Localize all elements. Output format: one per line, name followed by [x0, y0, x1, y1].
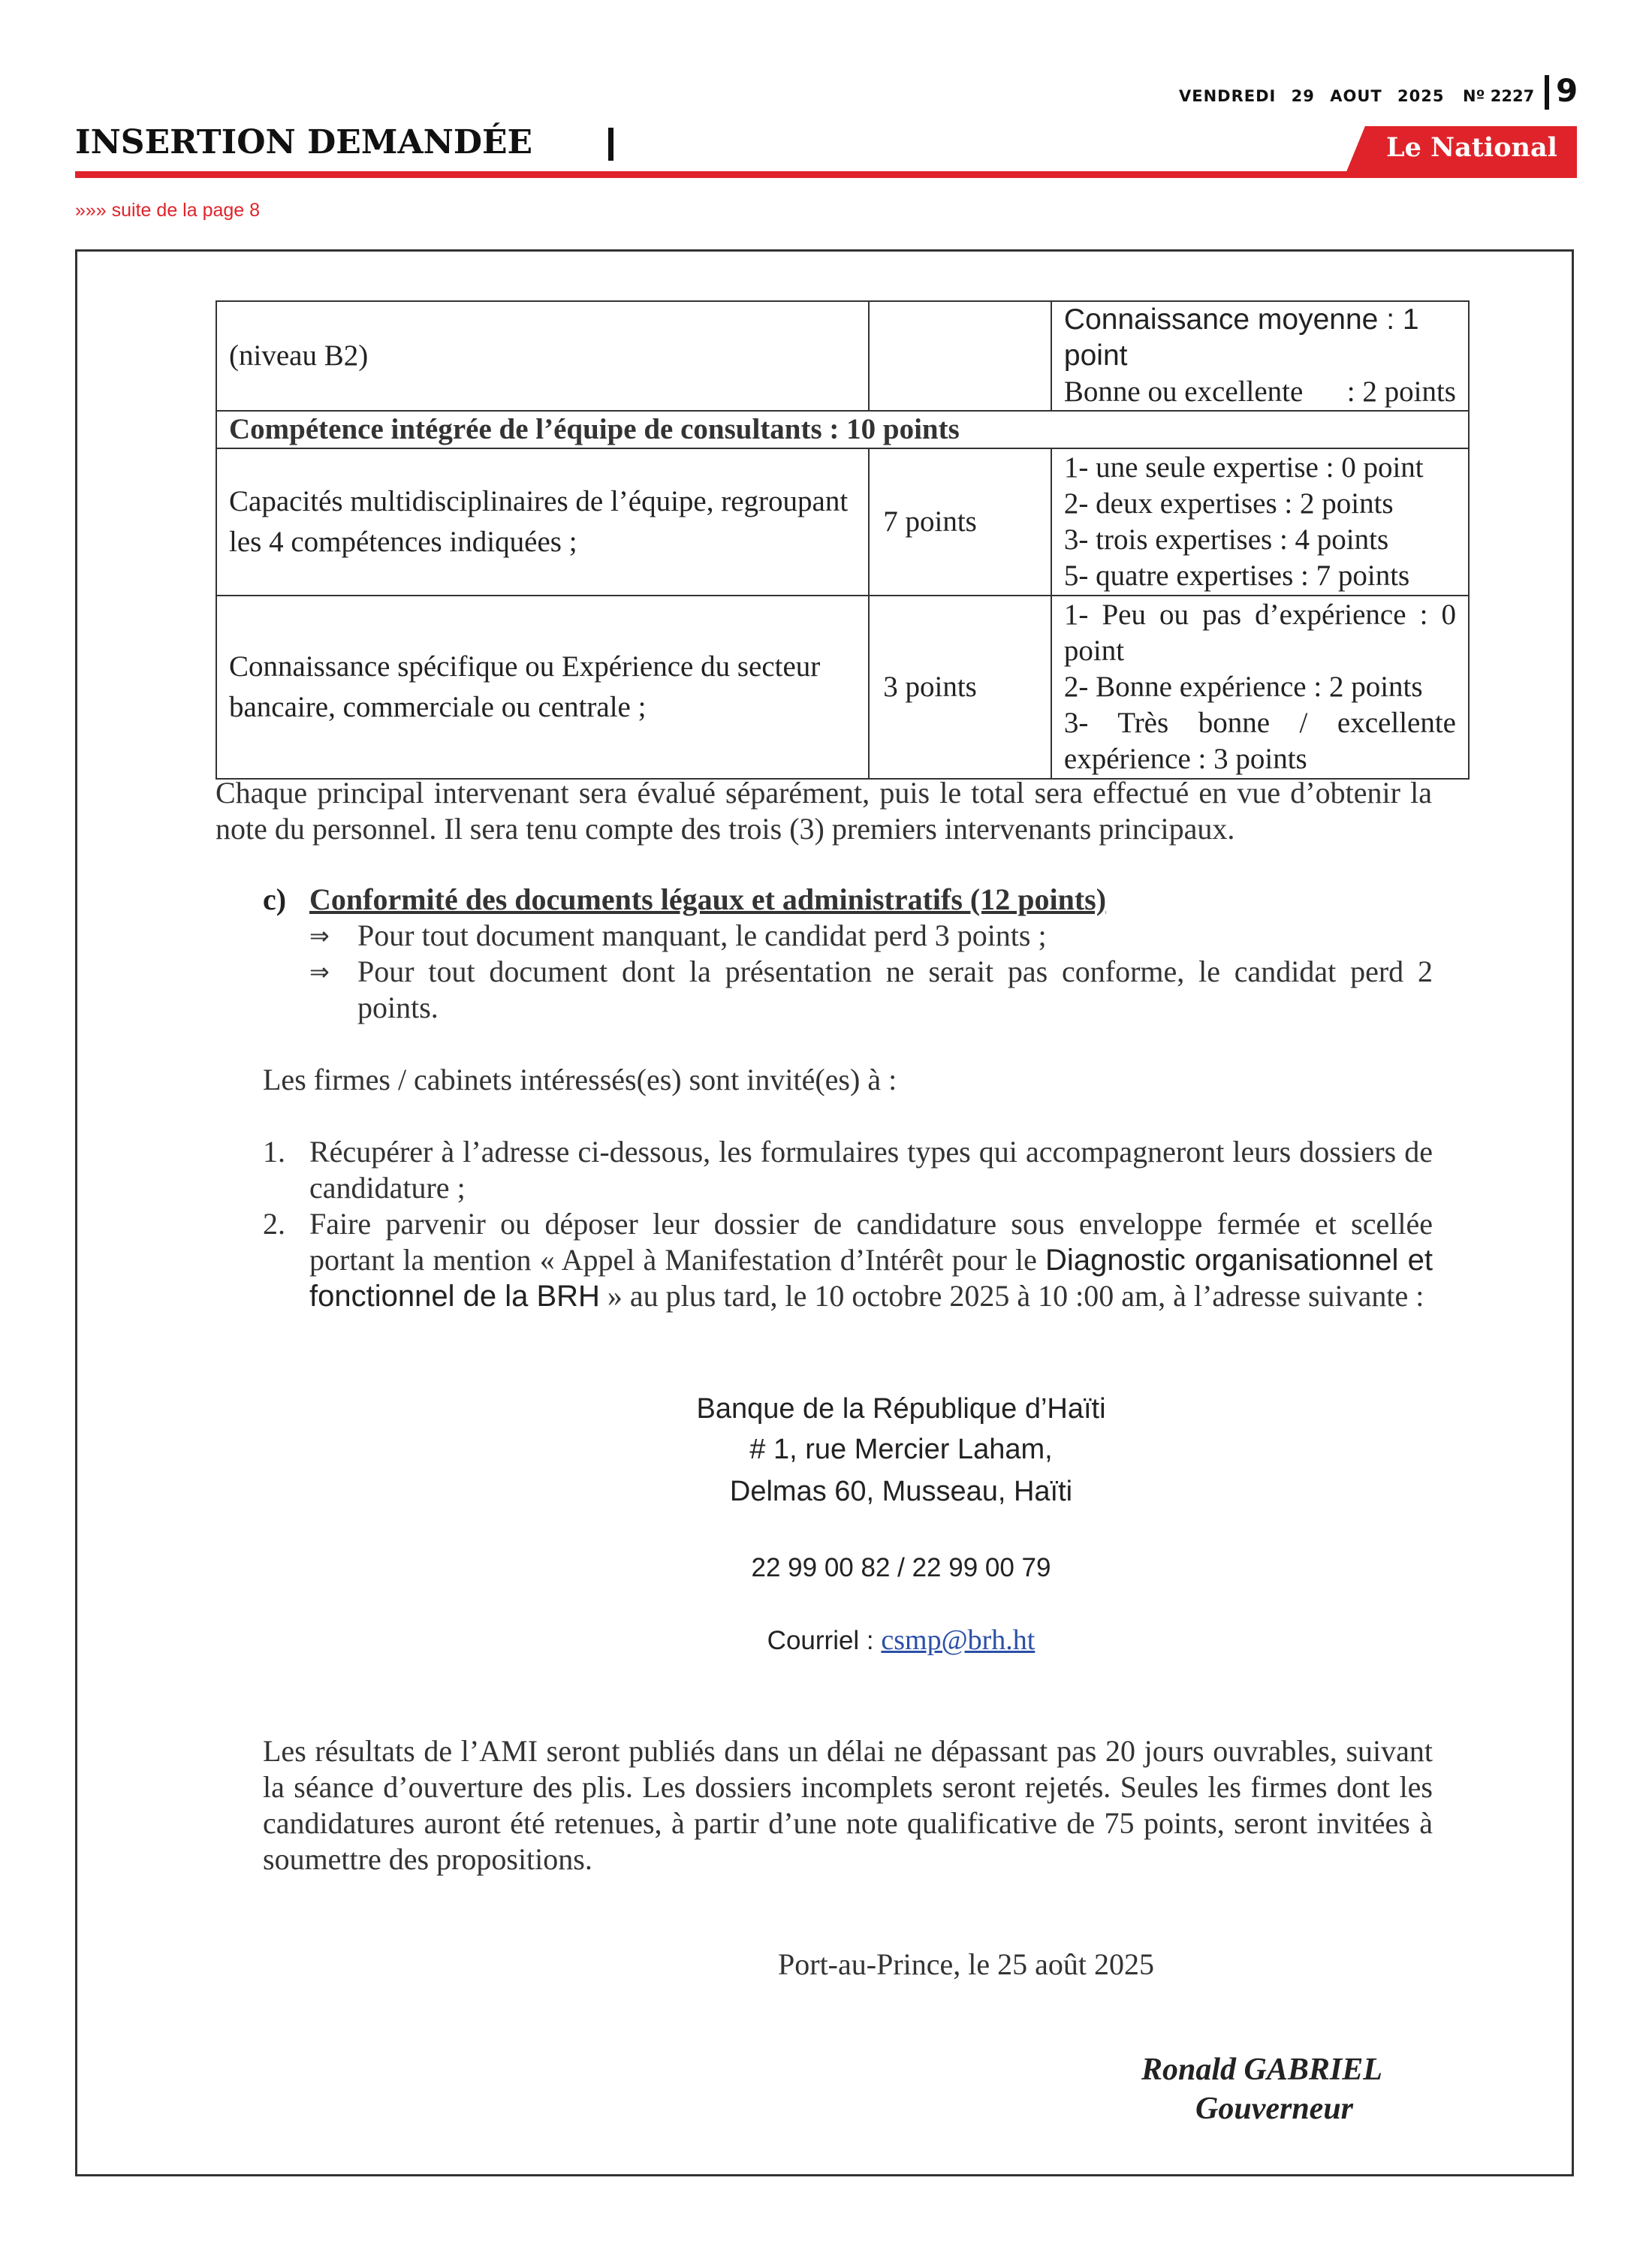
scale-line: Connaissance moyenne : 1 point: [1063, 303, 1419, 372]
step-text-after: » au plus tard, le 10 octobre 2025 à 10 :00 am, à l’adresse suivante :: [599, 1279, 1424, 1313]
scale-line: 2- Bonne expérience : 2 points: [1063, 671, 1423, 703]
table-row: [216, 301, 1469, 411]
list-item-text: Pour tout document manquant, le candidat perd 3 points ;: [357, 918, 1047, 952]
address-line: Delmas 60, Musseau, Haïti: [729, 1476, 1073, 1507]
address-line: Banque de la République d’Haïti: [696, 1393, 1106, 1425]
scale-line: 3- trois expertises : 4 points: [1063, 523, 1389, 556]
criterion-cell: Connaissance spécifique ou Expérience du secteur bancaire, commerciale ou centrale ;: [216, 596, 869, 779]
scale-line: Bonne ou excellente : 2 points: [1063, 376, 1456, 408]
page-number: 9: [1556, 72, 1578, 109]
scale-line: 3- Très bonne / excellente expérience : 3 points: [1063, 707, 1456, 775]
arrow-icon: ⇒: [309, 921, 330, 950]
project-title-highlight: Diagnostic organisationnel et fonctionnel de la BRH: [309, 1244, 1433, 1313]
list-number: 1.: [263, 1135, 285, 1169]
scale-line: 1- Peu ou pas d’expérience : 0 point: [1063, 599, 1456, 667]
newspaper-brand: Le National: [1386, 132, 1557, 163]
address-line: # 1, rue Mercier Laham,: [749, 1434, 1053, 1465]
personnel-paragraph: Chaque principal intervenant sera évalué séparément, puis le total sera effectué en vue d’obtenir la note du personnel. Il sera tenu compte des trois (3) premiers intervenants principaux.: [216, 776, 1432, 846]
step-text-before: Faire parvenir ou déposer leur dossier de candidature sous enveloppe fermée et scellée portant la mention « Appel à Manifestation d’Intérêt pour le: [309, 1207, 1433, 1277]
section-c-label: c): [263, 882, 287, 916]
email-link[interactable]: csmp@brh.ht: [881, 1624, 1036, 1656]
criterion-cell: (niveau B2): [216, 301, 869, 411]
signatory-title: Gouverneur: [1195, 2092, 1354, 2126]
email-line: [526, 1622, 1277, 1659]
scale-line: 1- une seule expertise : 0 point: [1063, 451, 1424, 484]
points-cell: 7 points: [869, 448, 1051, 596]
arrow-icon: ⇒: [309, 958, 330, 986]
title-separator: [608, 128, 613, 161]
section-c-title: Conformité des documents légaux et administratifs (12 points): [309, 882, 1107, 916]
list-item-text: Récupérer à l’adresse ci-dessous, les formulaires types qui accompagneront leurs dossiers de candidature ;: [309, 1135, 1433, 1205]
signatory-name: Ronald GABRIEL: [1141, 2052, 1382, 2087]
scale-line: 5- quatre expertises : 7 points: [1063, 559, 1410, 592]
header-divider: [1545, 75, 1549, 110]
category-row: [216, 411, 1469, 448]
list-number: 2.: [263, 1207, 285, 1241]
issue-date: VENDREDI 29 AOUT 2025: [1179, 87, 1445, 105]
scale-line: 2- deux expertises : 2 points: [1063, 487, 1394, 520]
results-paragraph: Les résultats de l’AMI seront publiés dans un délai ne dépassant pas 20 jours ouvrables, suivant la séance d’ouverture des plis. Les dossiers incomplets seront rejetés. Seules les firmes dont les candidatures auront été retenues, à partir d’une note qualificative de 75 points, seront invitées à soumettre des propositions.: [263, 1734, 1433, 1876]
criteria-table: [216, 300, 1470, 780]
category-cell: Compétence intégrée de l’équipe de consultants : 10 points: [216, 411, 1469, 448]
criterion-cell: Capacités multidisciplinaires de l’équipe, regroupant les 4 compétences indiquées ;: [216, 448, 869, 596]
points-cell: 3 points: [869, 596, 1051, 779]
table-row: [216, 596, 1469, 779]
points-cell: [869, 301, 1051, 411]
table-row: [216, 448, 1469, 596]
place-date: Port-au-Prince, le 25 août 2025: [778, 1947, 1154, 1981]
list-item-text: Pour tout document dont la présentation ne serait pas conforme, le candidat perd 2 points.: [357, 955, 1433, 1024]
continued-from-label: »»» suite de la page 8: [75, 200, 261, 221]
phone-numbers: 22 99 00 82 / 22 99 00 79: [751, 1553, 1051, 1582]
issue-number: Nº 2227: [1463, 87, 1535, 105]
section-title: INSERTION DEMANDÉE: [75, 123, 533, 161]
scale-cell: [1051, 301, 1469, 411]
scale-cell: [1051, 596, 1469, 779]
invitation-intro: Les firmes / cabinets intéressés(es) sont invité(es) à :: [263, 1063, 897, 1096]
email-label: Courriel :: [767, 1626, 882, 1655]
list-item-text: [309, 1206, 1433, 1314]
scale-cell: [1051, 448, 1469, 596]
